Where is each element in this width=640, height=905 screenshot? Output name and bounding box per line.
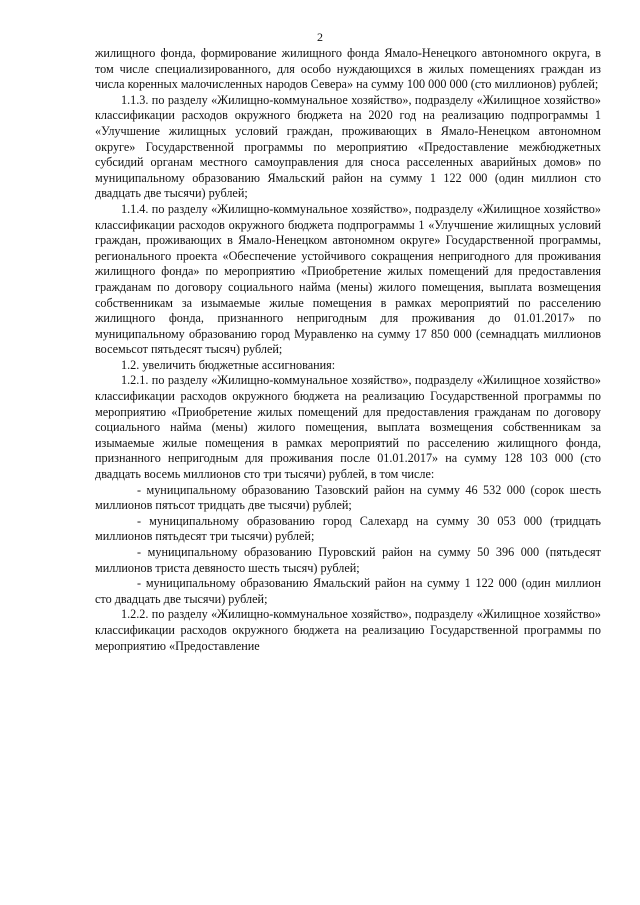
paragraph-continuation: жилищного фонда, формирование жилищного фонда Ямало-Ненецкого автономного округа, в том числе специализированного, для особо нуждающихся в жилых помещениях граждан из числа коренных малочисленных народов Севера» на сумму 100 000 000 (сто миллионов) рублей; (95, 46, 601, 92)
list-item-tazovsky: - муниципальному образованию Тазовский район на сумму 46 532 000 (сорок шесть миллионов пятьсот тридцать две тысячи) рублей; (95, 482, 601, 513)
paragraph-1-2-2: 1.2.2. по разделу «Жилищно-коммунальное хозяйство», подразделу «Жилищное хозяйство» классификации расходов окружного бюджета на реализацию Государственной программы по мероприятию «Предоставление (95, 607, 601, 653)
paragraph-1-1-4: 1.1.4. по разделу «Жилищно-коммунальное хозяйство», подразделу «Жилищное хозяйство» классификации расходов окружного бюджета подпрограммы 1 «Улучшение жилищных условий граждан, проживающих в Ямало-Ненецком автономном округе» Государственной программы, регионального проекта «Обеспечение устойчивого сокращения непригодного для проживания жилищного фонда» по мероприятию «Приобретение жилых помещений для предоставления гражданам по договору социального найма (мены) жилого помещения, выплата возмещения собственникам за изымаемые жилые помещения в рамках мероприятий по расселению жилищного фонда, признанного непригодным для проживания до 01.01.2017» по муниципальному образованию город Муравленко на сумму 17 850 000 (семнадцать миллионов восемьсот пятьдесят тысяч) рублей; (95, 201, 601, 357)
list-item-salekhard: - муниципальному образованию город Салехард на сумму 30 053 000 (тридцать миллионов пятьдесят три тысячи) рублей; (95, 513, 601, 544)
paragraph-1-2: 1.2. увеличить бюджетные ассигнования: (121, 357, 336, 372)
list-item-yamalsky: - муниципальному образованию Ямальский район на сумму 1 122 000 (один миллион сто двадцать две тысячи) рублей; (95, 576, 601, 606)
paragraph-1-2-1: 1.2.1. по разделу «Жилищно-коммунальное хозяйство», подразделу «Жилищное хозяйство» классификации расходов окружного бюджета на реализацию Государственной программы по мероприятию «Приобретение жилых помещений для предоставления гражданам по договору социального найма (мены) жилого помещения, выплата возмещения собственникам за изымаемые жилые помещения в рамках мероприятий по расселению жилищного фонда, признанного непригодным для проживания после 01.01.2017» на сумму 128 103 000 (сто двадцать восемь миллионов сто три тысячи) рублей, в том числе: (95, 373, 601, 482)
paragraph-1-1-3: 1.1.3. по разделу «Жилищно-коммунальное хозяйство», подразделу «Жилищное хозяйство» классификации расходов окружного бюджета на 2020 год на реализацию подпрограммы 1 «Улучшение жилищных условий граждан, проживающих в Ямало-Ненецком автономном округе» Государственной программы по мероприятию «Предоставление межбюджетных субсидий органам местного самоуправления для сноса расселенных аварийных домов» по муниципальному образованию Ямальский район на сумму 1 122 000 (один миллион сто двадцать две тысячи) рублей; (95, 92, 601, 201)
page-number: 2 (317, 30, 323, 44)
list-item-purovsky: - муниципальному образованию Пуровский район на сумму 50 396 000 (пятьдесят миллионов триста девяносто шесть тысяч) рублей; (95, 545, 601, 575)
document-body (95, 46, 601, 654)
